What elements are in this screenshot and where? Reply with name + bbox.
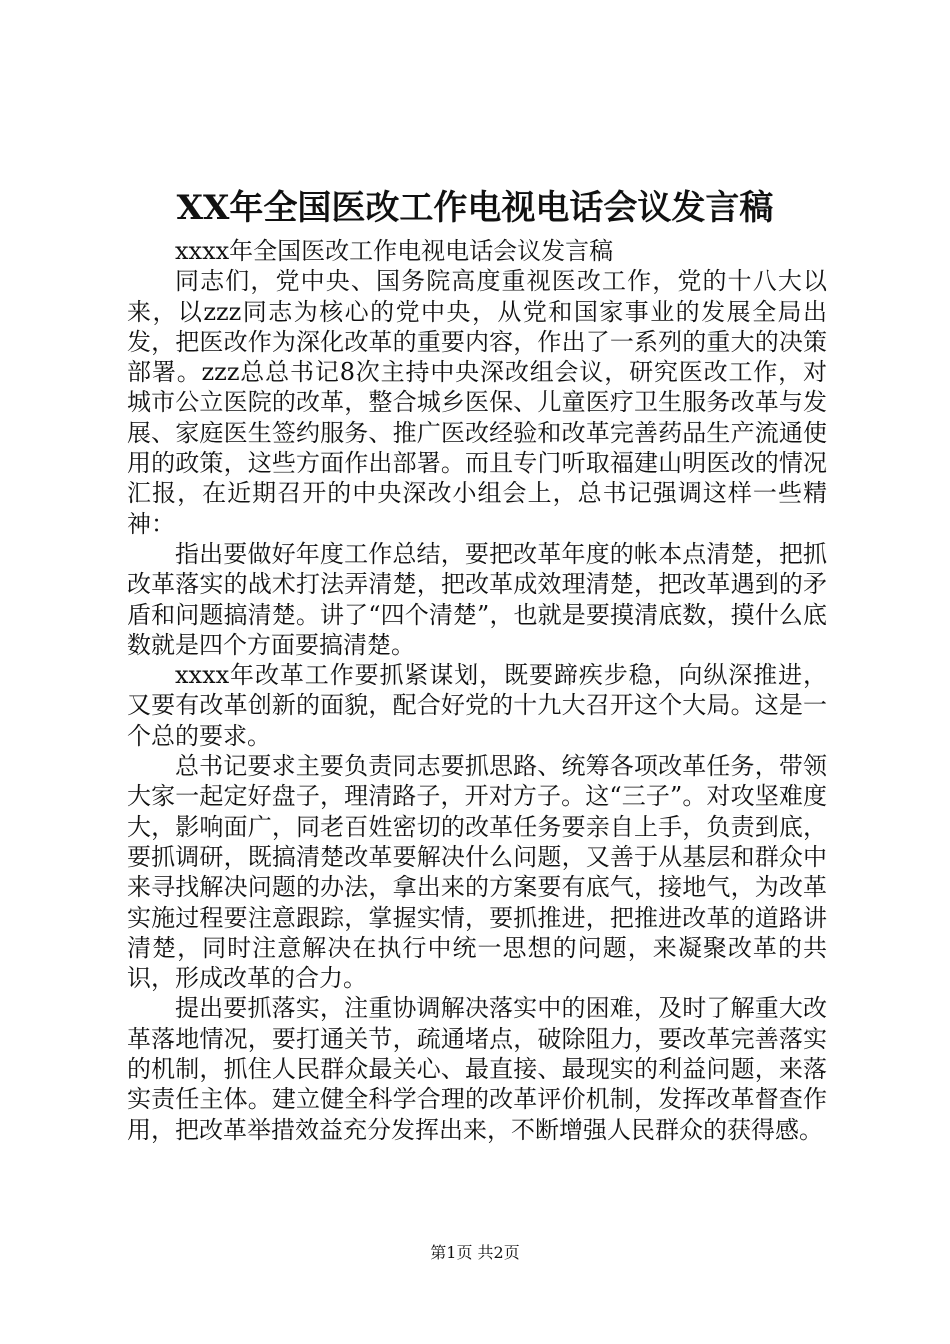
- paragraph: 总书记要求主要负责同志要抓思路、统筹各项改革任务，带领大家一起定好盘子，理清路子，开对方子。这“三子”。对攻坚难度大，影响面广，同老百姓密切的改革任务要亲自上手，负责到底，要抓调研，既搞清楚改革要解决什么问题，又善于从基层和群众中来寻找解决问题的办法，拿出来的方案要有底气，接地气，为改革实施过程要注意跟踪，掌握实情，要抓推进，把推进改革的道路讲清楚，同时注意解决在执行中统一思想的问题，来凝聚改革的共识，形成改革的合力。: [127, 752, 827, 993]
- paragraph: 指出要做好年度工作总结，要把改革年度的帐本点清楚，把抓改革落实的战术打法弄清楚，把改革成效理清楚，把改革遇到的矛盾和问题搞清楚。讲了“四个清楚”，也就是要摸清底数，摸什么底数就是四个方面要搞清楚。: [127, 539, 827, 659]
- paragraph: xxxx年全国医改工作电视电话会议发言稿: [175, 237, 614, 265]
- paragraph: 同志们，党中央、国务院高度重视医改工作，党的十八大以来，以zzz同志为核心的党中央，从党和国家事业的发展全局出发，把医改作为深化改革的重要内容，作出了一系列的重大的决策部署。zzz总总书记8次主持中央深改组会议，研究医改工作，对城市公立医院的改革，整合城乡医保、儿童医疗卫生服务改革与发展、家庭医生签约服务、推广医改经验和改革完善药品生产流通使用的政策，这些方面作出部署。而且专门听取福建山明医改的情况汇报，在近期召开的中央深改小组会上，总书记强调这样一些精神：: [127, 267, 827, 538]
- document-body: [127, 236, 827, 1145]
- paragraph: xxxx年改革工作要抓紧谋划，既要蹄疾步稳，向纵深推进，又要有改革创新的面貌，配合好党的十九大召开这个大局。这是一个总的要求。: [127, 661, 827, 750]
- paragraph: 提出要抓落实，注重协调解决落实中的困难，及时了解重大改革落地情况，要打通关节，疏通堵点，破除阻力，要改革完善落实的机制，抓住人民群众最关心、最直接、最现实的利益问题，来落实责任主体。建立健全科学合理的改革评价机制，发挥改革督查作用，把改革举措效益充分发挥出来，不断增强人民群众的获得感。: [127, 994, 827, 1144]
- document-title: XX年全国医改工作电视电话会议发言稿: [176, 188, 774, 228]
- page-footer: 第1页 共2页: [430, 1243, 520, 1262]
